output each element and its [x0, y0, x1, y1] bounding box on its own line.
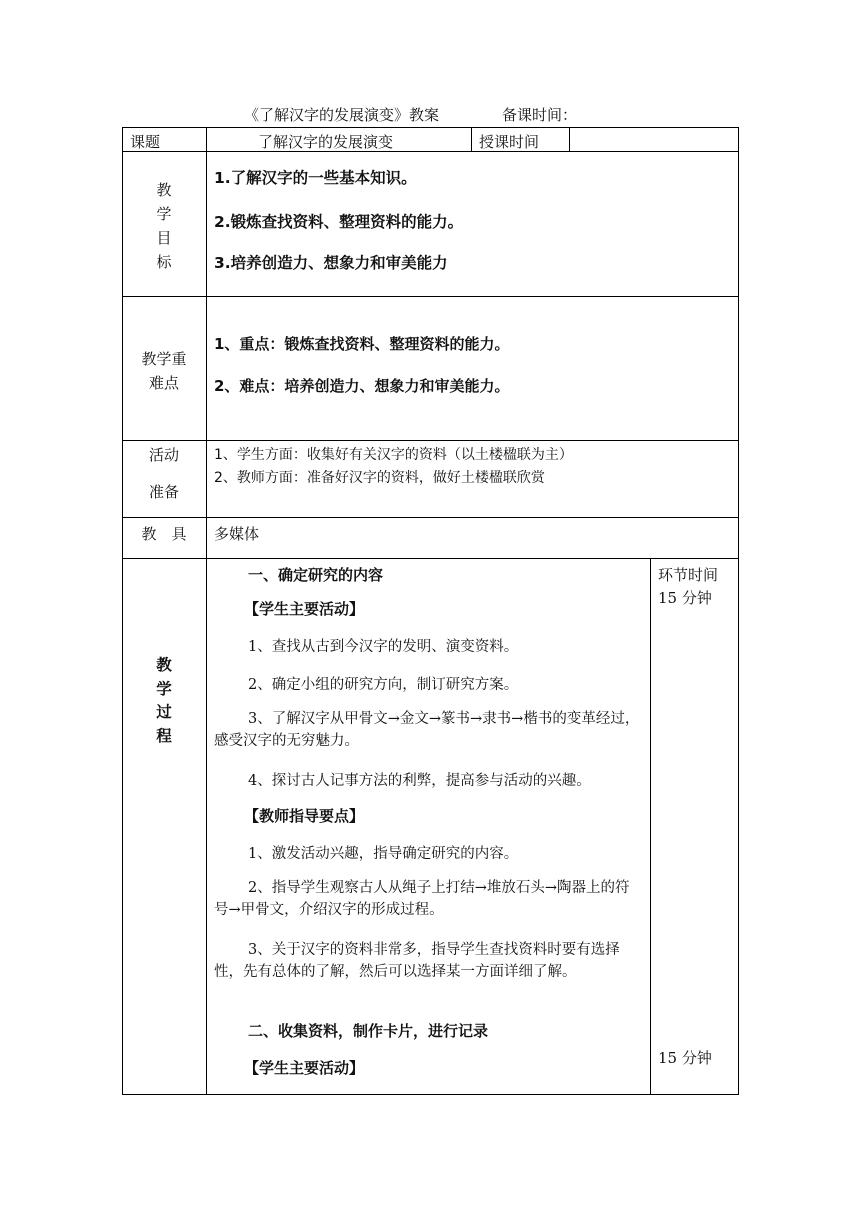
student-activity-item: 2、确定小组的研究方向，制订研究方案。	[248, 677, 519, 693]
student-activity-item: 3、了解汉字从甲骨文→金文→篆书→隶书→楷书的变革经过，感受汉字的无穷魅力。	[214, 711, 640, 749]
table-rule	[122, 558, 738, 559]
goal-item: 2.锻炼查找资料、整理资料的能力。	[214, 213, 464, 231]
process-label	[122, 654, 206, 748]
table-border-top	[122, 127, 738, 128]
prep-label-line1: 活动	[148, 446, 179, 464]
key-points-label-line2: 难点	[148, 374, 179, 392]
goal-item: 1.了解汉字的一些基本知识。	[214, 169, 417, 187]
goals-label-char: 教	[156, 181, 172, 199]
time-column-divider	[650, 558, 651, 1095]
tools-value: 多媒体	[214, 525, 260, 543]
table-rule	[569, 127, 570, 152]
prep-label-line2: 准备	[148, 483, 179, 501]
topic-value: 了解汉字的发展演变	[258, 133, 394, 151]
student-activity-item: 4、探讨古人记事方法的利弊，提高参与活动的兴趣。	[248, 773, 591, 789]
topic-label: 课题	[130, 133, 161, 151]
prep-item: 1、学生方面：收集好有关汉字的资料（以土楼楹联为主）	[214, 447, 573, 463]
tools-label: 教 具	[141, 525, 187, 543]
table-rule	[122, 517, 738, 518]
section-1-title: 一、确定研究的内容	[248, 566, 384, 584]
table-rule	[122, 440, 738, 441]
table-rule	[122, 151, 738, 152]
table-border-bottom	[122, 1094, 738, 1095]
process-label-char: 程	[156, 726, 172, 745]
teacher-guidance-item: 2、指导学生观察古人从绳子上打结→堆放石头→陶器上的符号→甲骨文，介绍汉字的形成过程。	[214, 880, 630, 918]
prep-time-label: 备课时间：	[502, 106, 578, 124]
goals-label-char: 标	[156, 253, 172, 271]
class-time-label: 授课时间	[479, 133, 540, 151]
key-points-label-line1: 教学重	[141, 350, 187, 368]
difficult-point-item: 2、难点：培养创造力、想象力和审美能力。	[214, 377, 510, 395]
prep-item: 2、教师方面：准备好汉字的资料，做好土楼楹联欣赏	[214, 470, 545, 486]
teacher-guidance-item: 3、关于汉字的资料非常多，指导学生查找资料时要有选择性，先有总体的了解，然后可以选择某一方面详细了解。	[214, 942, 620, 980]
table-border-right	[738, 127, 739, 1095]
teacher-guidance-heading: 【教师指导要点】	[244, 807, 365, 825]
document-title: 《了解汉字的发展演变》教案	[244, 106, 440, 124]
student-activities-heading-2: 【学生主要活动】	[244, 1059, 365, 1077]
section-2-title: 二、收集资料，制作卡片，进行记录	[248, 1022, 489, 1040]
label-column-divider	[206, 127, 207, 1095]
process-label-char: 学	[156, 679, 172, 698]
table-rule	[122, 296, 738, 297]
stage-time-header: 环节时间	[658, 566, 719, 584]
goal-item: 3.培养创造力、想象力和审美能力	[214, 254, 448, 272]
student-activities-heading: 【学生主要活动】	[244, 600, 365, 618]
goals-label-char: 目	[156, 229, 172, 247]
process-label-char: 教	[156, 656, 172, 674]
student-activity-item: 1、查找从古到今汉字的发明、演变资料。	[248, 639, 519, 655]
teacher-guidance-item: 1、激发活动兴趣，指导确定研究的内容。	[248, 846, 519, 862]
process-label-char: 过	[156, 703, 172, 721]
goals-label-char: 学	[156, 205, 172, 223]
goals-label	[122, 178, 206, 274]
stage-time-1: 15 分钟	[658, 589, 712, 607]
stage-time-2: 15 分钟	[658, 1049, 712, 1067]
key-point-item: 1、重点：锻炼查找资料、整理资料的能力。	[214, 335, 510, 353]
table-rule	[471, 127, 472, 152]
